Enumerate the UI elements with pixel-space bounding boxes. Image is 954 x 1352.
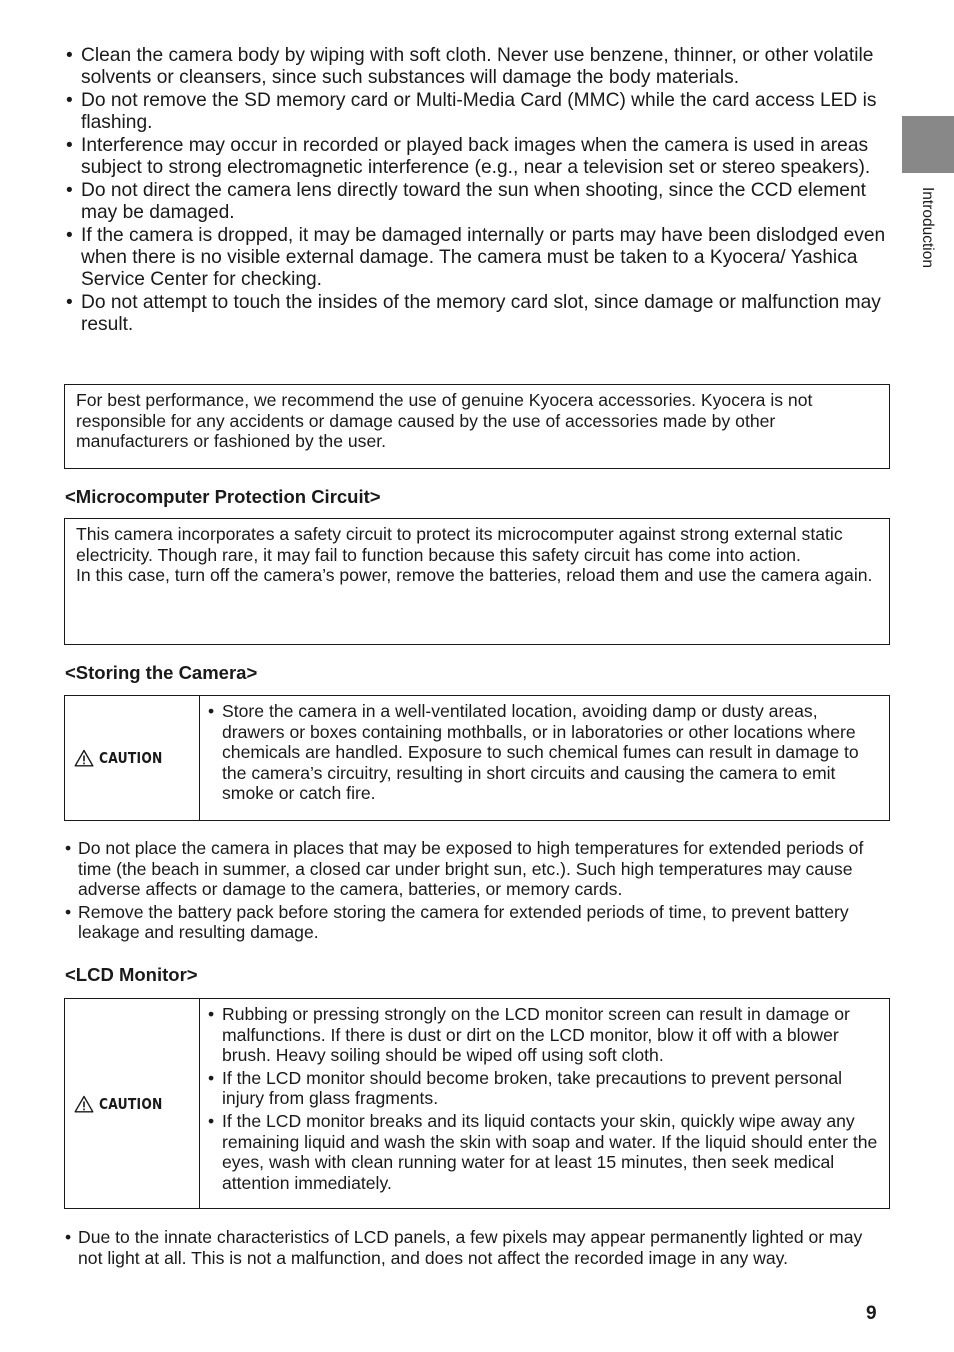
list-item: • Do not place the camera in places that may be exposed to high temperatures for extended periods of time (the beach in summer, a closed car under bright sun, etc.). Such high temperatures may cause adverse affects or damage to the camera, batteries, or memory cards.: [64, 838, 890, 900]
list-item: • Clean the camera body by wiping with soft cloth. Never use benzene, thinner, or other volatile solvents or cleansers, since such substances will damage the body materials.: [64, 45, 890, 89]
list-item: • Do not direct the camera lens directly toward the sun when shooting, since the CCD element may be damaged.: [64, 180, 890, 224]
list-item: • Remove the battery pack before storing the camera for extended periods of time, to prevent battery leakage and resulting damage.: [64, 902, 890, 943]
section-tab-label: Introduction: [919, 187, 936, 268]
storing-bullet-list: [64, 838, 890, 945]
storing-caution-table: [64, 695, 890, 821]
caution-body-cell: [200, 696, 889, 820]
caution-label-cell: [65, 999, 200, 1208]
section-tab-marker: [902, 116, 954, 173]
microcomputer-paragraph: In this case, turn off the camera’s power, remove the batteries, reload them and use the camera again.: [76, 565, 873, 586]
caution-label: CAUTION: [99, 749, 163, 767]
microcomputer-heading: <Microcomputer Protection Circuit>: [65, 486, 381, 507]
microcomputer-box: [64, 518, 890, 645]
list-item: • If the LCD monitor breaks and its liquid contacts your skin, quickly wipe away any remaining liquid and wash the skin with soap and water. If the liquid should enter the eyes, wash with clean running water for at least 15 minutes, then seek medical attention immediately.: [208, 1111, 885, 1193]
list-item: • Rubbing or pressing strongly on the LCD monitor screen can result in damage or malfunctions. If there is dust or dirt on the LCD monitor, blow it off with a blower brush. Heavy soiling should be wiped off using soft cloth.: [208, 1004, 885, 1066]
warning-triangle-icon: [74, 1095, 94, 1113]
lcd-bullet-list: [64, 1227, 890, 1270]
storing-heading: <Storing the Camera>: [65, 662, 258, 683]
list-item: • If the camera is dropped, it may be damaged internally or parts may have been dislodged even when there is no visible external damage. The camera must be taken to a Kyocera/ Yashica Service Center for checking.: [64, 225, 890, 291]
accessories-note-box: [64, 384, 890, 469]
list-item: • If the LCD monitor should become broken, take precautions to prevent personal injury from glass fragments.: [208, 1068, 885, 1109]
caution-label: CAUTION: [99, 1094, 163, 1113]
microcomputer-paragraph: This camera incorporates a safety circuit to protect its microcomputer against strong external static electricity. Though rare, it may fail to function because this safety circuit has come into action.: [76, 524, 843, 565]
lcd-heading: <LCD Monitor>: [65, 964, 198, 985]
page-number: 9: [866, 1303, 877, 1324]
list-item: • Due to the innate characteristics of LCD panels, a few pixels may appear permanently lighted or may not light at all. This is not a malfunction, and does not affect the recorded image in any way.: [64, 1227, 890, 1268]
accessories-note-text: For best performance, we recommend the use of genuine Kyocera accessories. Kyocera is not responsible for any accidents or damage caused by the use of accessories made by other manufacturers or fashioned by the user.: [76, 390, 813, 452]
storing-caution-list: [208, 701, 885, 804]
lcd-caution-table: [64, 998, 890, 1209]
list-item: • Do not remove the SD memory card or Multi-Media Card (MMC) while the card access LED is flashing.: [64, 90, 890, 134]
list-item: • Store the camera in a well-ventilated location, avoiding damp or dusty areas, drawers or boxes containing mothballs, or in laboratories or other locations where chemicals are handled. Exposure to such chemical fumes can result in damage to the camera’s circuitry, resulting in short circuits and causing the camera to emit smoke or catch fire.: [208, 701, 885, 804]
list-item: • Interference may occur in recorded or played back images when the camera is used in areas subject to strong electromagnetic interference (e.g., near a television set or stereo speakers).: [64, 135, 890, 179]
caution-body-cell: [200, 999, 889, 1208]
list-item: • Do not attempt to touch the insides of the memory card slot, since damage or malfunction may result.: [64, 292, 890, 336]
caution-label-cell: [65, 696, 200, 820]
lcd-caution-list: [208, 1004, 885, 1193]
intro-bullet-list: [64, 45, 890, 337]
warning-triangle-icon: [74, 749, 94, 767]
